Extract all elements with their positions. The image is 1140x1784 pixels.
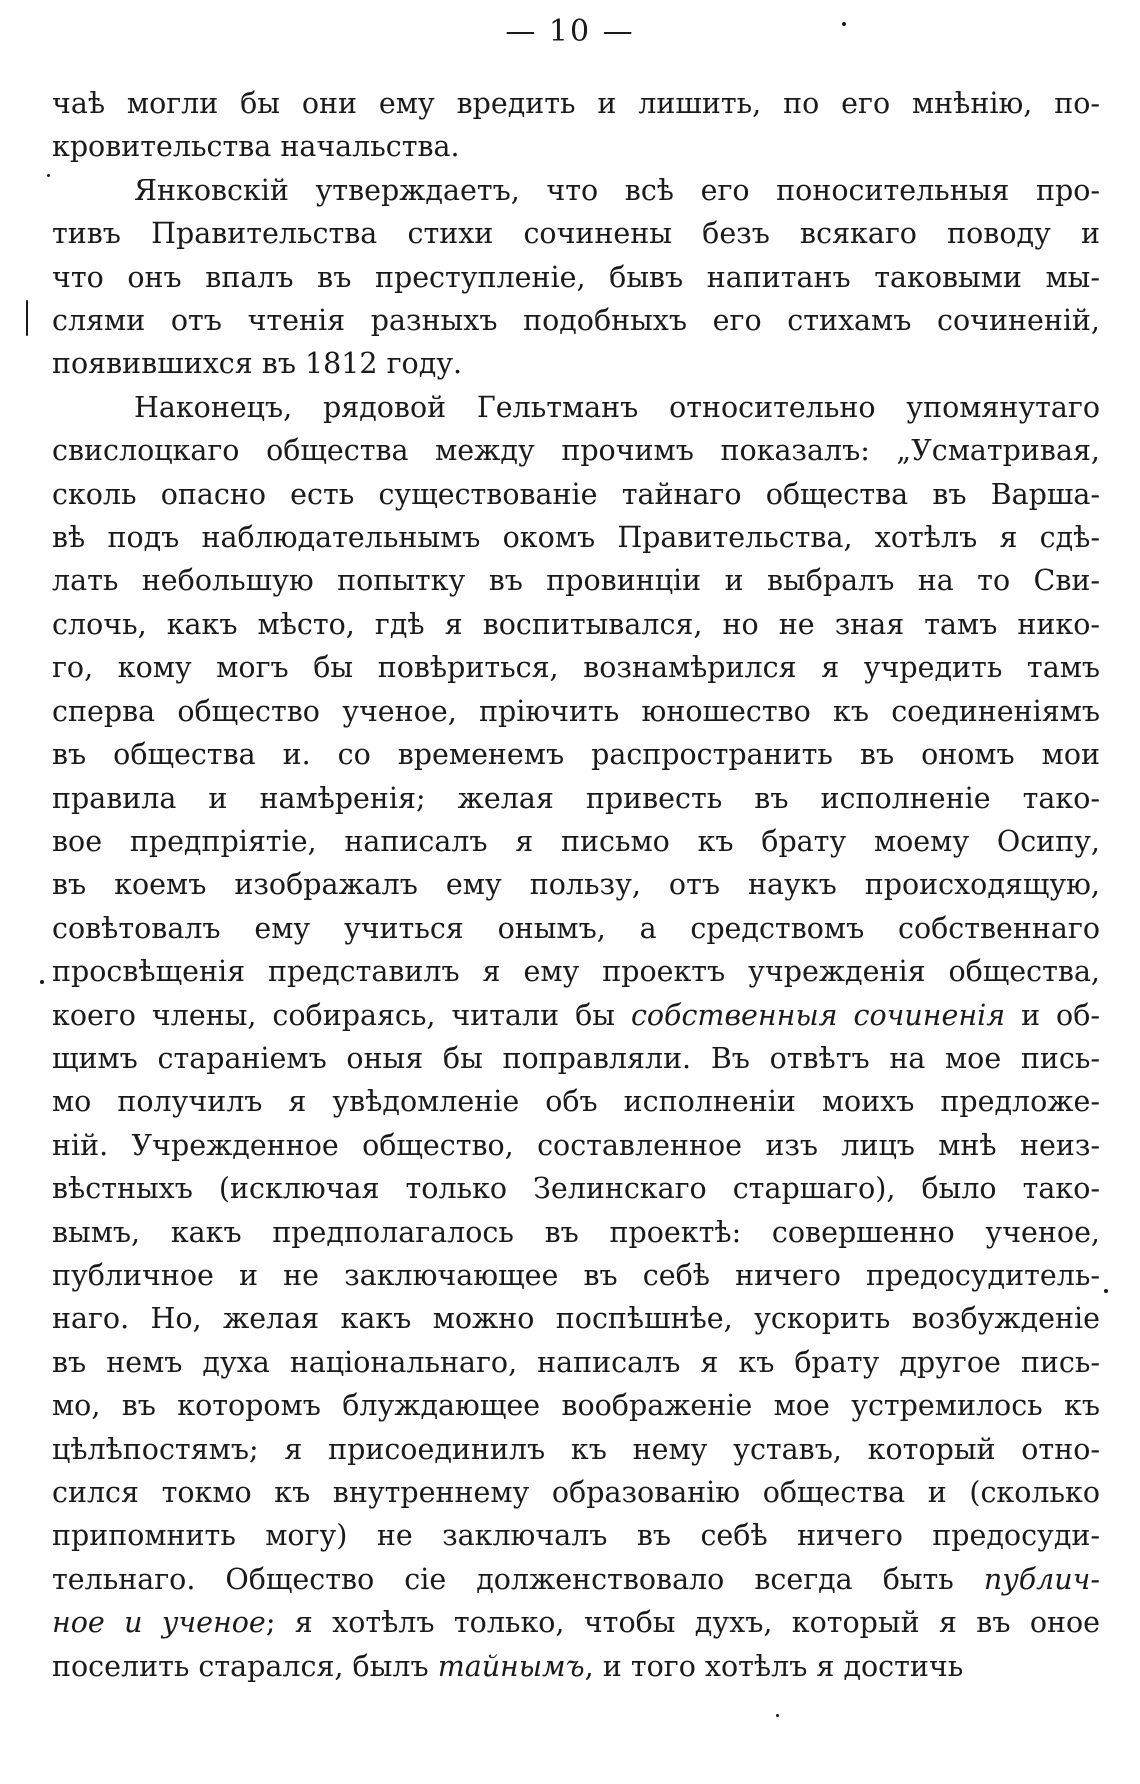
ink-speck [1104,1289,1108,1293]
text-segment: слочь, какъ мѣсто, гдѣ я воспитывался, но не зная тамъ нико- [52,607,1100,641]
text-segment: вымъ, какъ предполагалось въ проектѣ: совершенно ученое, [52,1215,1100,1249]
text-line [52,1514,1100,1557]
text-line [52,516,1100,559]
text-segment: поселить старался, былъ [52,1649,438,1683]
ink-speck [776,1714,779,1717]
ink-speck [40,980,44,984]
text-line [52,429,1100,472]
text-segment: сколь опасно есть существованіе тайнаго общества въ Варша- [52,477,1100,511]
text-line [52,256,1100,299]
text-segment: го, кому могъ бы повѣриться, вознамѣрился я учредить тамъ [52,651,1100,685]
text-segment: щимъ стараніемъ оныя бы поправляли. Въ отвѣтъ на мое пись- [52,1041,1100,1075]
body-text [52,82,1100,1688]
text-line [52,386,1100,429]
text-segment: сился токмо къ внутреннему образованію общества и (сколько [52,1476,1100,1509]
text-segment: чаѣ могли бы они ему вредить и лишить, по его мнѣнію, по- [52,87,1100,120]
text-line [52,1428,1100,1471]
text-segment: въ общества и. со временемъ распространить въ ономъ мои [52,738,1100,772]
text-line [52,646,1100,689]
text-segment: правила и намѣренія; желая привесть въ исполненіе тако- [52,781,1100,815]
text-segment: , и того хотѣлъ я достичь [584,1649,964,1683]
text-line [52,1341,1100,1384]
text-line [52,169,1100,212]
text-segment: совѣтовалъ ему учиться онымъ, а средствомъ собственнаго [52,911,1100,945]
text-segment: кровительства начальства. [52,130,460,164]
text-line [52,1645,1100,1688]
text-line [52,1297,1100,1340]
italic-text: публич- [983,1562,1100,1596]
text-line [52,212,1100,255]
text-line [52,473,1100,516]
text-line [52,299,1100,342]
text-segment: Наконецъ, рядовой Гельтманъ относительно упомянутаго [134,390,1100,424]
text-line [52,994,1100,1037]
text-segment: свислоцкаго общества между прочимъ показалъ: „Усматривая, [52,434,1100,468]
text-segment: появившихся въ 1812 году. [52,347,463,381]
text-segment: тельнаго. Общество сіе долженствовало всегда быть [52,1562,984,1596]
text-line [52,1254,1100,1297]
italic-text: ное и ученое [52,1606,266,1640]
text-segment: мо получилъ я увѣдомленіе объ исполненіи моихъ предложе- [52,1085,1100,1119]
text-line [52,733,1100,776]
text-line [52,1471,1100,1514]
text-segment: ; я хотѣлъ только, чтобы духъ, который я въ оное [265,1606,1100,1640]
text-segment: въ немъ духа національнаго, написалъ я къ брату другое пись- [52,1345,1100,1379]
text-segment: припомнить могу) не заключалъ въ себѣ ничего предосуди- [52,1519,1100,1553]
text-line [52,1384,1100,1427]
text-line [52,950,1100,993]
text-segment: въ коемъ изображалъ ему пользу, отъ наукъ происходящую, [52,868,1100,902]
text-segment: коего члены, собираясь, читали бы [52,998,631,1032]
text-segment: цѣлѣпостямъ; я присоединилъ къ нему уставъ, который отно- [52,1432,1100,1466]
text-line [52,1124,1100,1167]
text-line [52,603,1100,646]
text-line [52,1558,1100,1601]
text-segment: Янковскій утверждаетъ, что всѣ его поносительныя про- [134,173,1100,207]
text-segment: наго. Но, желая какъ можно поспѣшнѣе, ускорить возбужденіе [52,1302,1100,1336]
text-line [52,820,1100,863]
italic-text: собственныя сочиненія [630,998,1006,1032]
text-segment: вое предпріятіе, написалъ я письмо къ брату моему Осипу, [52,824,1100,858]
text-segment: ній. Учрежденное общество, составленное изъ лицъ мнѣ неиз- [52,1128,1100,1162]
text-line [52,559,1100,602]
ink-speck [26,300,28,336]
text-segment: вѣстныхъ (исключая только Зелинскаго старшаго), было тако- [52,1172,1100,1206]
text-line [52,1080,1100,1123]
text-segment: сперва общество ученое, пріючить юношество къ соединеніямъ [52,694,1100,728]
text-segment: просвѣщенія представилъ я ему проектъ учрежденія общества, [52,955,1100,989]
text-line [52,82,1100,125]
text-segment: мо, въ которомъ блуждающее воображеніе мое устремилось къ [52,1389,1100,1423]
text-segment: тивъ Правительства стихи сочинены безъ всякаго поводу и [52,217,1100,251]
text-line [52,777,1100,820]
text-line [52,1601,1100,1644]
text-line [52,1211,1100,1254]
text-line [52,125,1100,168]
page-number: — 10 — [505,14,635,49]
ink-speck [47,174,50,177]
text-line [52,863,1100,906]
text-line [52,690,1100,733]
text-line [52,1167,1100,1210]
text-segment: что онъ впалъ въ преступленіе, бывъ напитанъ таковыми мы- [52,260,1100,294]
text-segment: вѣ подъ наблюдательнымъ окомъ Правительства, хотѣлъ я сдѣ- [52,521,1100,555]
text-line [52,1037,1100,1080]
text-segment: публичное и не заключающее въ себѣ ничего предосудитель- [52,1258,1100,1292]
text-segment: лать небольшую попытку въ провинціи и выбралъ на то Сви- [52,564,1100,598]
text-line [52,907,1100,950]
text-segment: и об- [1005,998,1101,1032]
text-segment: слями отъ чтенія разныхъ подобныхъ его стихамъ сочиненій, [52,304,1100,338]
italic-text: тайнымъ [437,1649,585,1683]
text-line [52,342,1100,385]
ink-speck [842,22,846,26]
